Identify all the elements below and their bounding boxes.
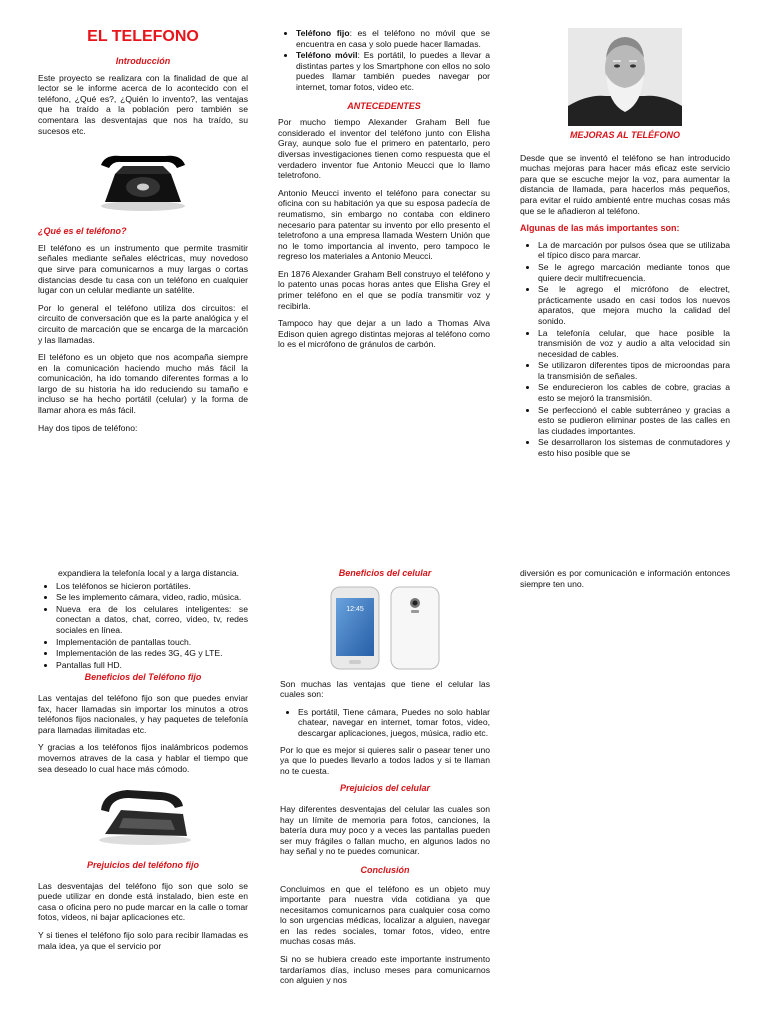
beneficios-fijo-paragraph-2: Y gracias a los teléfonos fijos inalámbricos podemos movernos atraves de la casa y hablar el tiempo que sea deseado lo cual hace más cómodo. — [38, 742, 248, 774]
smartphone-icon — [327, 585, 443, 671]
beneficios-fijo-heading: Beneficios del Teléfono fijo — [84, 672, 202, 683]
list-item: • Teléfono fijo: es el teléfono no móvil que se encuentra en casa y solo puede hacer llamadas. — [296, 28, 490, 49]
page2-col3 — [520, 568, 730, 596]
list-item: • Se perfeccionó el cable subterráneo y gracias a esto se pudieron eliminar postes de las calles en las ciudades importantes. — [538, 405, 730, 437]
list-item: • Implementación de las redes 3G, 4G y LTE. — [56, 648, 248, 659]
list-item: • Pantallas full HD. — [56, 660, 248, 671]
inventor-portrait-icon — [568, 28, 682, 126]
smartphone-image — [280, 585, 490, 671]
list-item: • Nueva era de los celulares inteligentes: se conectan a datos, chat, correo, video, tv, redes sociales en línea. — [56, 604, 248, 636]
continuation-text: expandiera la telefonía local y a larga distancia. — [58, 568, 240, 578]
list-item: • La de marcación por pulsos ósea que se utilizaba el típico disco para marcar. — [538, 240, 730, 261]
prejuicios-celular-paragraph: Hay diferentes desventajas del celular las cuales son hay un límite de memoria para fotos, canciones, la batería dura muy poco y a veces las pantallas pueden ser muy frágiles o fallan mucho, en algunos lados no hay señal y no te puedes comunicar. — [280, 803, 490, 857]
what-is-phone-heading: ¿Qué es el teléfono? — [38, 226, 127, 237]
list-item: • Se les implemento cámara, video, radio, música. — [56, 592, 248, 603]
page1-col1 — [38, 28, 248, 440]
what-is-paragraph-1: El teléfono es un instrumento que permite trasmitir señales mediante señales eléctricas, muy novedoso que sirve para comunicarnos a muy largas o cortas distancias desde tu casa con un teléfono en cualquier lugar con un celular mediante un satélite. — [38, 242, 248, 296]
beneficios-celular-heading: Beneficios del celular — [338, 568, 432, 578]
desk-phone-image — [38, 784, 248, 846]
prejuicios-fijo-heading: Prejuicios del teléfono fijo — [86, 860, 200, 871]
rotary-phone-image — [38, 150, 248, 212]
what-is-paragraph-3: El teléfono es un objeto que nos acompaña siempre en la comunicación haciendo mucho más fácil la comunicación, ha ido tomando diferentes formas a lo largo de su historia ha ido reduciendo su tamaño e incluso se ha hecho portátil (celular) y la forma de llamar ahora es más fácil. — [38, 352, 248, 416]
portrait-image — [520, 28, 730, 126]
closing-text: diversión es por comunicación e información entonces siempre ten uno. — [520, 568, 730, 589]
intro-paragraph: Este proyecto se realizara con la finalidad de que al lector se le informe acerca de lo acontecido con el teléfono, ¿Qué es?, ¿Quién lo invento?, las ventajas que ha traído a la población pero también se comentara las desventajas que nos ha traído, su sucesos etc. — [38, 72, 248, 136]
conclusion-paragraph-2: Si no se hubiera creado este importante instrumento tardaríamos días, incluso meses para comunicarnos con alguien y nos — [280, 954, 490, 986]
conclusion-paragraph-1: Concluimos en que el teléfono es un objeto muy importante para nuestra vida cotidiana ya que necesitamos comunicarnos para cualquier cosa como lo son urgencias médicas, localizar a alguien, navegar en las redes sociales, tomar fotos, video, entre muchas cosas más. — [280, 883, 490, 947]
rotary-phone-icon — [95, 150, 191, 212]
antecedentes-paragraph-1: Por mucho tiempo Alexander Graham Bell fue considerado el inventor del teléfono junto con Elisha Gray, aunque solo fue el primero en patentarlo, pero diversas investigaciones tienen como respuesta que el verdadero inventor fue Antonio Meucci que lo llamo teletrofono. — [278, 117, 490, 181]
page2-col2 — [280, 568, 490, 993]
page1-col2 — [278, 28, 490, 357]
conclusion-heading: Conclusión — [360, 864, 410, 875]
antecedentes-paragraph-3: En 1876 Alexander Graham Bell construyo el teléfono y lo patento unas pocas horas antes que Elisha Grey el primer teléfono en el que se podía transmitir voz y recibirla. — [278, 268, 490, 311]
mejoras-paragraph: Desde que se inventó el teléfono se han introducido muchas mejoras para hacer más eficaz este servicio para que se escuche mejor la voz, para aumentar la distancia de llamada, para hacerlos más pequeños, para evitar el ruido ambienté entre muchas cosas más que se le añadieron al teléfono. — [520, 152, 730, 216]
svg-text:12:45: 12:45 — [346, 605, 364, 613]
list-item: • La telefonía celular, que hace posible la transmisión de voz y audio a alta velocidad sin necesidad de cables. — [538, 328, 730, 360]
what-is-paragraph-4: Hay dos tipos de teléfono: — [38, 422, 138, 433]
list-item: • Teléfono móvil: Es portátil, lo puedes a llevar a distintas partes y los Smartphone con ellos no solo puedes llamar también puedes navegar por internet, tomar fotos, video etc. — [296, 50, 490, 92]
page2-col1 — [38, 568, 248, 958]
antecedentes-paragraph-2: Antonio Meucci invento el teléfono para conectar su oficina con su habitación ya que su esposa padecía de reumatismo, sin embargo no contaba con eldinero necesario para patentar su invento por ello presento el teletrofono a una empresa llamada Western Unión que no le tomo importancia al invento, pero tampoco le regreso los materiales a Antonio Meucci. — [278, 187, 490, 262]
intro-heading: Introducción — [115, 56, 171, 66]
desk-phone-icon — [91, 784, 195, 846]
beneficios-fijo-paragraph-1: Las ventajas del teléfono fijo son que puedes enviar fax, hacer llamadas sin importar los minutos a otros teléfonos fijos nacionales, y hay paquetes de telefonía para llamadas ilimitadas etc. — [38, 692, 248, 735]
list-item: • Se desarrollaron los sistemas de conmutadores y esto hiso posible que se — [538, 437, 730, 458]
algunas-heading: Algunas de las más importantes son: — [520, 223, 680, 234]
list-item: • Es portátil, Tiene cámara, Puedes no solo hablar chatear, navegar en internet, tomar fotos, video, descargar aplicaciones, juegos, música, radio etc. — [298, 707, 490, 739]
list-item: • Se endurecieron los cables de cobre, gracias a esto se mejoró la transmisión. — [538, 382, 730, 403]
advances-list — [38, 581, 248, 671]
list-item: • Se utilizaron diferentes tipos de microondas para la transmisión de señales. — [538, 360, 730, 381]
what-is-paragraph-2: Por lo general el teléfono utiliza dos circuitos: el circuito de conversación que es la parte analógica y el circuito de marcación que se encarga de la marcación y las llamadas. — [38, 302, 248, 345]
page-title: EL TELEFONO — [87, 28, 199, 45]
prejuicios-celular-heading: Prejuicios del celular — [339, 783, 431, 794]
phone-types-list — [278, 28, 490, 93]
list-item: • Se le agrego el micrófono de electret, prácticamente usado en casi todos los nuevos aparatos, que mejora mucho la calidad del sonido. — [538, 284, 730, 326]
list-item: • Los teléfonos se hicieron portátiles. — [56, 581, 248, 592]
celular-list — [280, 707, 490, 739]
mejoras-heading: MEJORAS AL TELÉFONO — [569, 130, 680, 140]
celular-paragraph-1: Son muchas las ventajas que tiene el celular las cuales son: — [280, 678, 490, 700]
list-item: • Implementación de pantallas touch. — [56, 637, 248, 648]
mejoras-list — [520, 240, 730, 459]
prejuicios-fijo-paragraph-1: Las desventajas del teléfono fijo son que solo se puede utilizar en donde está instalado, bien este en casa o oficina pero no pude marcar en la calle o tomar fotos, videos, ni bajar aplicaciones etc. — [38, 880, 248, 923]
antecedentes-heading: ANTECEDENTES — [347, 100, 421, 111]
page1-col3 — [520, 28, 730, 465]
list-item: • Se le agrego marcación mediante tonos que quiere decir multifrecuencia. — [538, 262, 730, 283]
prejuicios-fijo-paragraph-2: Y si tienes el teléfono fijo solo para recibir llamadas es mala idea, ya que el servicio por — [38, 930, 248, 951]
antecedentes-paragraph-4: Tampoco hay que dejar a un lado a Thomas Alva Edison quien agrego distintas mejoras al teléfono como lo es el micrófono de gránulos de carbón. — [278, 318, 490, 350]
celular-paragraph-2: Por lo que es mejor si quieres salir o pasear tener uno ya que lo puedes llevarlo a todos lados y si te llaman no te cuesta. — [280, 744, 490, 776]
